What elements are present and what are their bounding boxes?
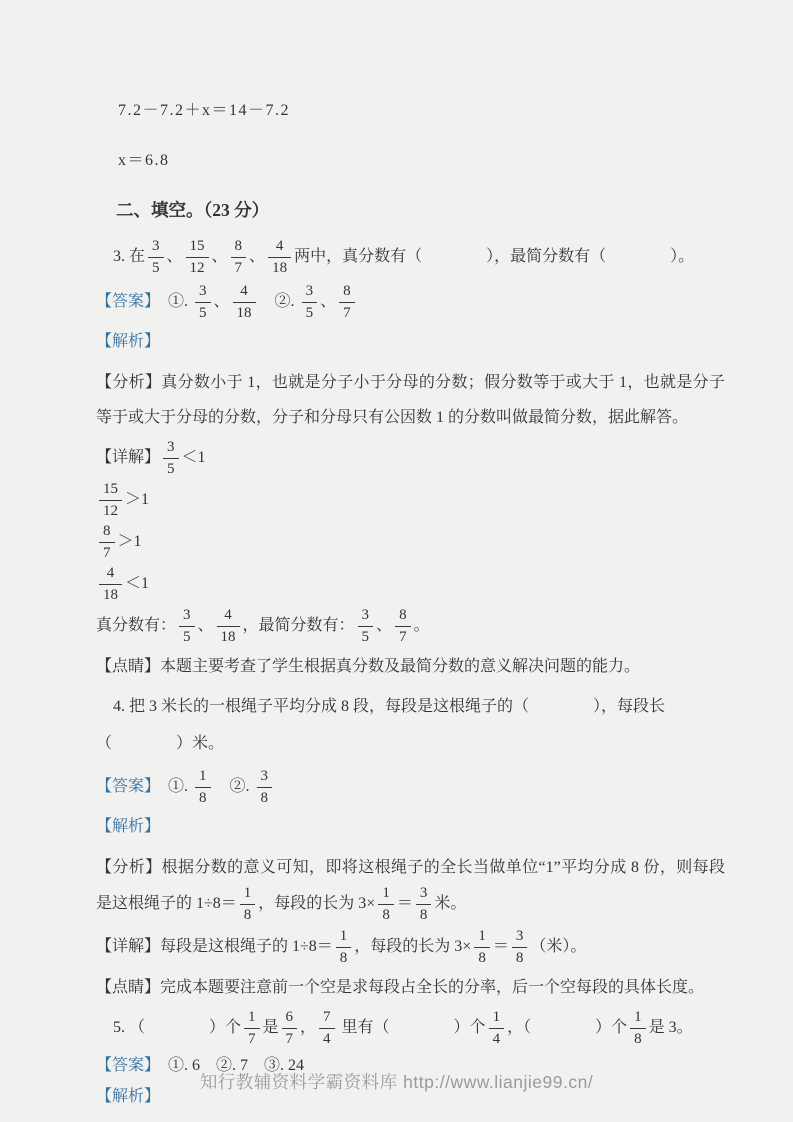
fraction-denominator: 7	[395, 626, 411, 645]
text-segment: 二、填空。（23 分）	[116, 200, 270, 220]
text-segment: ②.	[213, 778, 254, 796]
fraction-numerator: 3	[305, 283, 314, 299]
fraction	[99, 482, 122, 519]
blue-bracket-label: 【解析】	[96, 1088, 161, 1105]
text-segment: ①.	[152, 778, 193, 796]
analysis-label	[96, 330, 725, 353]
fraction	[630, 1010, 646, 1047]
fraction-denominator: 8	[512, 947, 528, 966]
text-segment: ＞1	[117, 533, 142, 551]
fraction-denominator: 8	[195, 787, 211, 806]
fraction-denominator: 8	[257, 787, 273, 806]
fraction-numerator: 1	[382, 885, 390, 901]
fraction-numerator: 3	[361, 607, 370, 623]
text-segment: 里有（ ）个	[337, 1019, 486, 1037]
fraction-numerator: 8	[343, 283, 351, 299]
fraction	[233, 284, 256, 321]
fraction-numerator: 8	[234, 238, 243, 254]
fraction	[195, 284, 211, 321]
detail-line	[96, 481, 725, 520]
fraction	[395, 608, 411, 645]
detail-line	[96, 523, 725, 562]
text-segment: 【点睛】本题主要考查了学生根据真分数及最简分数的意义解决问题的能力。	[96, 658, 641, 675]
text-segment: 、	[197, 617, 214, 635]
fraction-denominator: 7	[244, 1028, 260, 1047]
fraction-denominator: 5	[148, 257, 164, 276]
fraction-numerator: 3	[152, 238, 160, 254]
fraction-numerator: 15	[189, 238, 205, 254]
text-segment: ，	[300, 1019, 317, 1037]
fraction-numerator: 1	[199, 768, 207, 784]
fraction-denominator: 4	[319, 1028, 335, 1047]
fraction-denominator: 8	[474, 947, 490, 966]
fraction	[336, 929, 352, 966]
text-segment: 【详解】	[96, 449, 161, 467]
takeaway-paragraph	[96, 970, 725, 1005]
text-segment: 。	[413, 617, 430, 635]
text-segment: 米。	[434, 895, 467, 913]
text-segment: 【详解】每段是这根绳子的 1÷8＝	[96, 938, 333, 956]
detail-line	[96, 565, 725, 604]
text-segment: 、	[320, 293, 337, 311]
text-segment: ＞1	[125, 491, 150, 509]
blue-bracket-label: 【答案】	[96, 778, 153, 796]
text-segment: 是	[262, 1019, 279, 1037]
text-segment: 、	[211, 248, 228, 266]
detail-line	[96, 928, 725, 967]
text-segment: （米）。	[530, 938, 587, 956]
text-segment: ＝	[492, 938, 509, 956]
fraction-numerator: 3	[260, 768, 269, 784]
question-5	[96, 1009, 725, 1048]
text-segment: 3. 在	[113, 248, 146, 266]
text-segment: 7.2－7.2＋x＝14－7.2	[118, 102, 291, 119]
fraction-numerator: 7	[323, 1009, 331, 1025]
text-segment: ，每段的长为 3×	[354, 938, 472, 956]
fraction	[99, 566, 122, 603]
text-segment: 【分析】真分数小于 1，也就是分子小于分母的分数；假分数等于或大于 1，也就是分子等于或大于分母的分数，分子和分母只有公因数 1 的分数叫做最简分数，据此解答。	[96, 374, 725, 426]
answer-line	[96, 768, 725, 807]
fraction	[179, 608, 195, 645]
fraction-denominator: 7	[231, 257, 247, 276]
fraction-numerator: 15	[103, 481, 118, 497]
fraction-denominator: 8	[630, 1028, 646, 1047]
text-segment: ，每段的长为 3×	[258, 895, 376, 913]
fraction-denominator: 18	[99, 584, 122, 603]
text-segment: 4. 把 3 米长的一根绳子平均分成 8 段，每段是这根绳子的（ ），每段长（ ）米。	[96, 698, 666, 752]
fraction-numerator: 1	[339, 928, 348, 944]
analysis-paragraph	[96, 365, 725, 435]
footer-text: 知行教辅资料学霸资料库 http://www.lianjie99.cn/	[199, 1072, 594, 1092]
fraction-denominator: 7	[339, 302, 355, 321]
fraction-denominator: 8	[416, 904, 432, 923]
text-segment: ＝	[396, 895, 413, 913]
question-4	[96, 688, 725, 762]
fraction-denominator: 8	[378, 904, 394, 923]
fraction	[240, 886, 256, 923]
text-segment: ①.	[152, 293, 193, 311]
fraction-denominator: 5	[358, 626, 374, 645]
equation-line	[96, 99, 725, 122]
fraction	[339, 284, 355, 321]
fraction	[244, 1010, 260, 1047]
text-segment: 、	[213, 293, 230, 311]
analysis-label	[96, 815, 725, 838]
fraction	[186, 239, 209, 276]
fraction-denominator: 4	[489, 1028, 505, 1047]
fraction	[378, 886, 394, 923]
text-segment: ，最简分数有：	[242, 617, 355, 635]
detail-line	[96, 439, 725, 478]
fraction-denominator: 18	[233, 302, 256, 321]
fraction	[257, 769, 273, 806]
fraction	[217, 608, 240, 645]
takeaway-paragraph	[96, 649, 725, 684]
fraction	[163, 440, 179, 477]
fraction	[282, 1010, 298, 1047]
fraction-numerator: 3	[199, 283, 207, 299]
fraction	[512, 929, 528, 966]
fraction-denominator: 18	[268, 257, 291, 276]
text-segment: ＜1	[125, 575, 150, 593]
fraction-numerator: 4	[106, 565, 115, 581]
fraction	[358, 608, 374, 645]
equation-line	[96, 149, 725, 172]
text-segment: 【分析】根据分数的意义可知，即将这根绳子的全长当做单位“1”平均分成 8 份，则每段是这根绳子的 1÷8＝	[96, 859, 725, 913]
text-segment: ，（ ）个	[507, 1019, 628, 1037]
blue-bracket-label: 【解析】	[96, 818, 161, 835]
fraction-denominator: 5	[302, 302, 318, 321]
fraction	[195, 769, 211, 806]
fraction	[489, 1010, 505, 1047]
text-segment: 、	[249, 248, 266, 266]
fraction	[474, 929, 490, 966]
fraction-numerator: 6	[285, 1009, 294, 1025]
text-segment: ①. 6 ②. 7 ③. 24	[152, 1057, 305, 1074]
text-segment: x＝6.8	[118, 152, 170, 169]
fraction-numerator: 1	[243, 885, 252, 901]
fraction-numerator: 1	[634, 1009, 642, 1025]
fraction-numerator: 3	[419, 885, 428, 901]
text-segment: 两中，真分数有（ ），最简分数有（ ）。	[294, 248, 695, 266]
answer-line	[96, 283, 725, 322]
fraction-numerator: 1	[492, 1009, 501, 1025]
fraction-denominator: 5	[179, 626, 195, 645]
question-3	[96, 238, 725, 277]
fraction-denominator: 5	[195, 302, 211, 321]
fraction	[319, 1010, 335, 1047]
fraction	[268, 239, 291, 276]
fraction-numerator: 4	[275, 238, 284, 254]
text-segment: 是 3。	[648, 1019, 693, 1037]
fraction-denominator: 7	[99, 542, 115, 561]
text-segment: 真分数有：	[96, 617, 177, 635]
fraction	[416, 886, 432, 923]
fraction-denominator: 7	[282, 1028, 298, 1047]
fraction-denominator: 12	[186, 257, 209, 276]
blue-bracket-label: 【答案】	[96, 293, 153, 311]
fraction-numerator: 4	[224, 607, 232, 623]
fraction-denominator: 18	[217, 626, 240, 645]
fraction-denominator: 8	[240, 904, 256, 923]
fraction-numerator: 8	[103, 523, 111, 539]
fraction-numerator: 3	[515, 928, 524, 944]
blue-bracket-label: 【解析】	[96, 333, 161, 350]
blue-bracket-label: 【答案】	[96, 1057, 153, 1074]
analysis-paragraph	[96, 850, 725, 924]
fraction-numerator: 3	[167, 439, 175, 455]
text-segment: 、	[166, 248, 183, 266]
fraction-denominator: 12	[99, 500, 122, 519]
text-segment: 【点睛】完成本题要注意前一个空是求每段占全长的分率，后一个空每段的具体长度。	[96, 979, 705, 996]
fraction	[302, 284, 318, 321]
fraction-numerator: 1	[248, 1009, 256, 1025]
fraction	[99, 524, 115, 561]
text-segment: ②.	[258, 293, 299, 311]
fraction-numerator: 3	[183, 607, 191, 623]
fraction-denominator: 5	[163, 458, 179, 477]
text-segment: 5. （ ）个	[113, 1019, 242, 1037]
section-heading	[96, 199, 725, 222]
detail-line	[96, 607, 725, 646]
fraction-denominator: 8	[336, 947, 352, 966]
fraction-numerator: 8	[399, 607, 407, 623]
text-segment: 、	[376, 617, 393, 635]
page-footer	[0, 1069, 793, 1094]
fraction	[148, 239, 164, 276]
fraction-numerator: 4	[240, 283, 248, 299]
fraction-numerator: 1	[478, 928, 486, 944]
text-segment: ＜1	[181, 449, 206, 467]
fraction	[231, 239, 247, 276]
